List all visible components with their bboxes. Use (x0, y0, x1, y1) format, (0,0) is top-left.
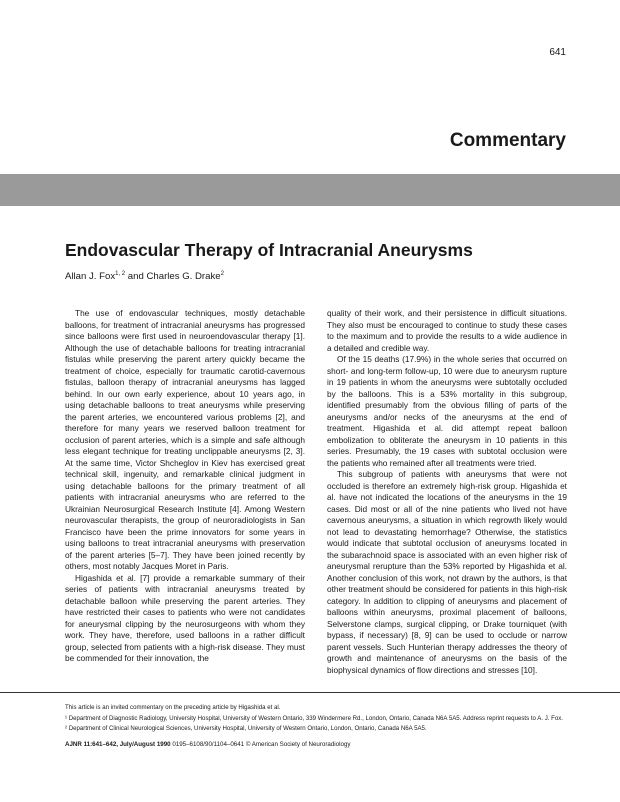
footnotes (65, 704, 567, 736)
page-number: 641 (549, 47, 566, 58)
footnote-rule (0, 692, 620, 693)
article-title: Endovascular Therapy of Intracranial Aneurysms (65, 240, 473, 260)
author-separator: and (125, 271, 147, 283)
footnote: This article is an invited commentary on the preceding article by Higashida et al. (65, 704, 281, 711)
left-column (65, 308, 305, 682)
author-name: Allan J. Fox (65, 271, 116, 283)
journal-reference: AJNR 11:641–642, July/August 1990 (65, 741, 171, 748)
journal-issn-copyright: 0195–6108/90/1104–0641 © American Society of Neuroradiology (170, 741, 351, 748)
body-paragraph: This subgroup of patients with aneurysms that were not occluded is therefore an extremely high-risk group. Higashida et al. have not indicated the locations of the aneurysms in the 19 cases. Did most or all of the nine patients who lived not have cavernous aneurysms, a situation in which regrowth likely would not lead to devastating hemorrhage? Otherwise, the statistics would indicate that subtotal occlusion of aneurysms located in the subarachnoid space is associated with an even higher risk of aneurysmal rerupture than the 53% reported by Higashida et al. Another conclusion of this work, not drawn by the authors, is that other treatment should be considered for patients in this high-risk category. In addition to clipping of aneurysms and placement of balloons within aneurysms, proximal placement of balloons, Selverstone clamps, surgical clipping, or Drake tourniquet (with bypass, if necessary) [8, 9] can be used to occlude or narrow parent vessels. Such Hunterian therapy addresses the theory of growth and maintenance of aneurysms on the basis of the biophysical dynamics of flow directions and stresses [10]. (327, 469, 567, 675)
body-paragraph: Of the 15 deaths (17.9%) in the whole series that occurred on short- and long-term follow-up, 10 were due to aneurysm rupture in 19 patients in whom the aneurysms were subtotally occluded by the balloons. This is a 53% mortality in this subgroup, identified presumably from the obvious filling of parts of the aneurysms and/or necks of the aneurysms at the end of treatment. Higashida et al. did attempt repeat balloon embolization to obliterate the aneurysm in 10 patients in this series. Presumably, the 19 cases with subtotal occlusion were the patients who remained after all treatments were tried. (327, 354, 567, 468)
author-affiliation-marks: 1, 2 (115, 271, 126, 277)
section-banner (0, 174, 620, 206)
author-name: Charles G. Drake (146, 271, 221, 283)
body-paragraph: quality of their work, and their persistence in difficult situations. They also must be encouraged to continue to study these cases to the maximum and to provide the results to a wide audience in a detailed and credible way. (327, 308, 567, 353)
body-paragraph: Higashida et al. [7] provide a remarkable summary of their series of patients with intracranial aneurysms treated by detachable balloon while preserving the parent arteries. They have restricted their cases to patients who were not candidates for aneurysmal clipping by the neurosurgeons with whom they work. They have, therefore, used balloons in a rather difficult group, selected from patients with a high-risk disease. They must be commended for their innovation, the (65, 572, 305, 663)
right-column (327, 308, 567, 682)
author-affiliation-marks: 2 (220, 271, 224, 277)
journal-citation (65, 741, 350, 748)
authors (65, 271, 224, 282)
section-label: Commentary (449, 130, 566, 151)
body-columns (65, 308, 567, 682)
footnote: ² Department of Clinical Neurological Sciences, University Hospital, University of Western Ontario, London, Ontario, Canada N6A 5A5. (65, 725, 427, 733)
body-paragraph: The use of endovascular techniques, mostly detachable balloons, for treatment of intracranial aneurysms has progressed since balloons were first used in neuroendovascular therapy [1]. Although the use of detachable balloons for treating intracranial fistulas while preserving the parent artery quickly became the treatment of choice, especially for traumatic carotid-cavernous fistulas, balloon therapy of intracranial aneurysms has lagged behind. In our own early experience, about 10 years ago, in using detachable balloons to treat aneurysms while preserving the parent arteries, we encountered various problems [2], and therefore for many years we reserved balloon treatment for occlusion of parent arteries, which is a simple and safe although less elegant technique for treating unclippable aneurysms [2, 3]. At the same time, Victor Shcheglov in Kiev has exercised great technical skill, ingenuity, and remarkable clinical judgment in using detachable balloons for the primary treatment of all patients with intracranial aneurysms who are referred to the Ukrainian Neurosurgical Research Institute [4]. Among Western neurovascular therapists, the group of neuroradiologists in San Francisco have been the prime innovators for some years in using balloons to treat intracranial aneurysms with preservation of the parent arteries [5–7]. They have been joined recently by others, most notably Jacques Moret in Paris. (65, 308, 305, 571)
footnote: ¹ Department of Diagnostic Radiology, University Hospital, University of Western Ontario, 339 Windermere Rd., London, Ontario, Canada N6A 5A5. Address reprint requests to A. J. Fox. (65, 714, 563, 722)
